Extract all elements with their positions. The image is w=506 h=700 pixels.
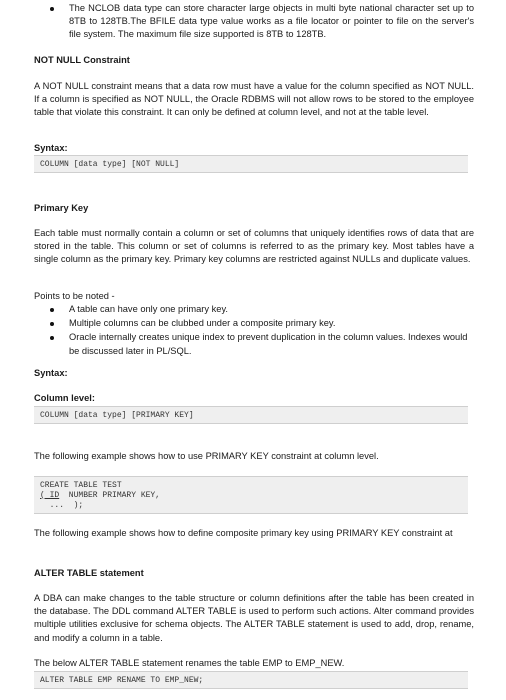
- alter-table-heading: ALTER TABLE statement: [34, 568, 144, 578]
- point-item: Oracle internally creates unique index to prevent duplication in the column values. Indexes would be discussed later in PL/SQL.: [34, 331, 474, 357]
- column-level-example-intro: The following example shows how to use PRIMARY KEY constraint at column level.: [34, 451, 379, 461]
- column-level-example-code: [34, 476, 468, 514]
- code-line: CREATE TABLE TEST: [40, 481, 122, 490]
- points-list: [34, 303, 474, 358]
- nclob-bullet-list: [34, 2, 474, 42]
- not-null-paragraph: A NOT NULL constraint means that a data row must have a value for the column specified as NOT NULL. If a column is specified as NOT NULL, the Oracle RDBMS will not allow rows to be stored to the employee table that violate this constraint. It can only be defined at column level, and not at the table level.: [34, 81, 474, 118]
- column-level-code-block: COLUMN [data type] [PRIMARY KEY]: [34, 406, 468, 424]
- nclob-bullet: The NCLOB data type can store character large objects in multi byte national character set up to 8TB to 128TB.The BFILE data type value works as a file locator or pointer to file on the server's file system. The maximum file size supported is 8TB to 128TB.: [34, 2, 474, 42]
- primary-key-syntax-label: Syntax:: [34, 368, 68, 378]
- code-line: ... );: [40, 501, 84, 510]
- column-level-label: Column level:: [34, 393, 95, 403]
- alter-table-paragraph: A DBA can make changes to the table structure or column definitions after the table has been created in the database. The DDL command ALTER TABLE is used to perform such actions. Alter command provides multiple utilities exclusive for schema objects. The ALTER TABLE statement is used to add, drop, rename, and modify a column in a table.: [34, 593, 474, 643]
- primary-key-paragraph: Each table must normally contain a column or set of columns that uniquely identifies rows of data that are stored in the table. This column or set of columns is referred to as the primary key. Most tables have a single column as the primary key. Primary key columns are restricted against NULLs and duplicate values.: [34, 228, 474, 265]
- rename-intro: The below ALTER TABLE statement renames the table EMP to EMP_NEW.: [34, 658, 345, 668]
- primary-key-heading: Primary Key: [34, 203, 89, 213]
- not-null-code-block: COLUMN [data type] [NOT NULL]: [34, 155, 468, 173]
- code-line: [40, 491, 462, 501]
- point-item: A table can have only one primary key.: [34, 303, 474, 316]
- code-line-rest: NUMBER PRIMARY KEY,: [59, 491, 161, 500]
- not-null-heading: NOT NULL Constraint: [34, 55, 130, 65]
- code-underlined-token: ( ID: [40, 491, 60, 500]
- composite-example-intro: The following example shows how to define composite primary key using PRIMARY KEY constraint at: [34, 528, 453, 538]
- not-null-syntax-label: Syntax:: [34, 143, 68, 153]
- point-item: Multiple columns can be clubbed under a composite primary key.: [34, 317, 474, 330]
- points-intro: Points to be noted -: [34, 291, 115, 301]
- rename-code-block: ALTER TABLE EMP RENAME TO EMP_NEW;: [34, 671, 468, 689]
